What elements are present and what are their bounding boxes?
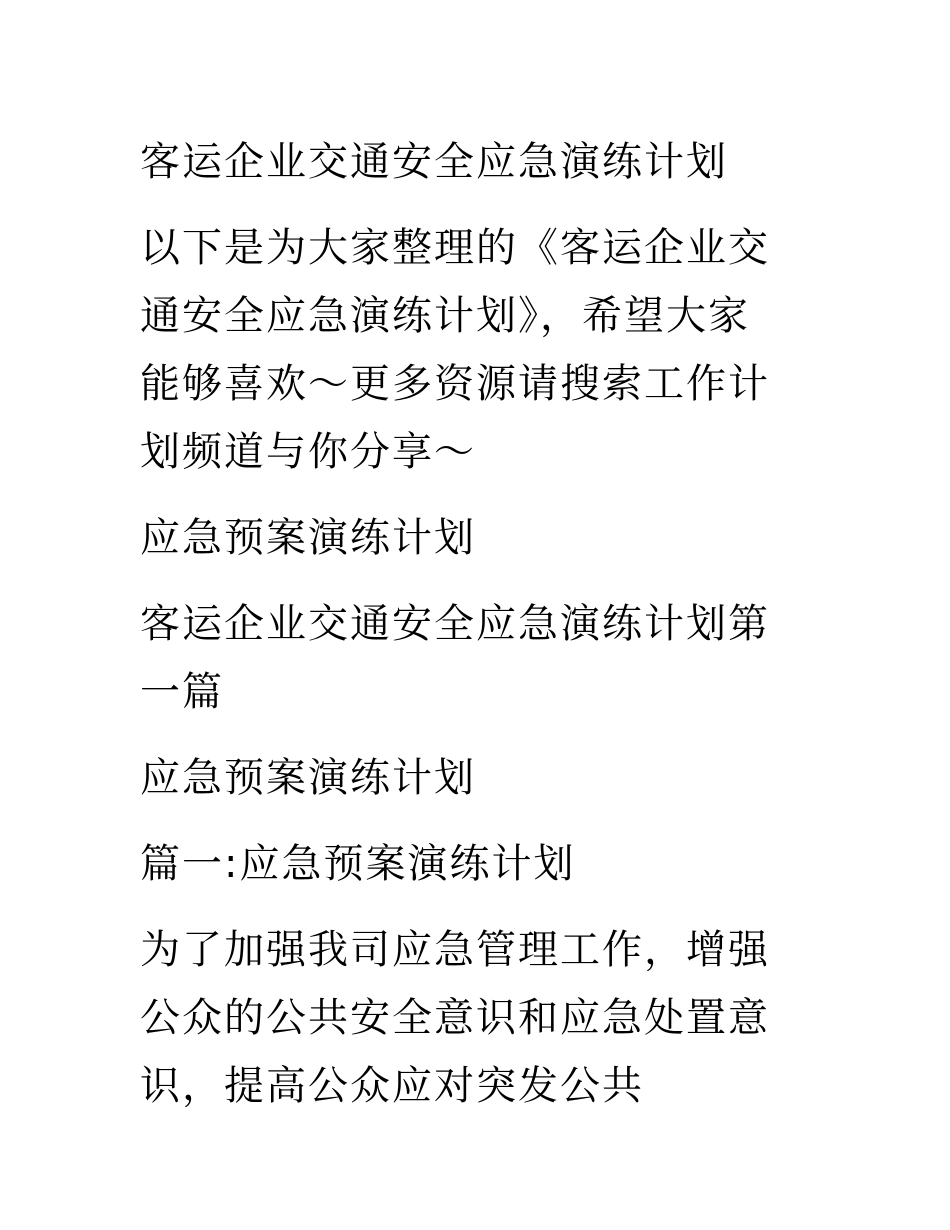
body-paragraph: 为了加强我司应急管理工作，增强公众的公共安全意识和应急处置意识，提高公众应对突发公共 — [140, 927, 770, 1109]
document-body — [140, 128, 780, 1138]
section-heading: 应急预案演练计划 — [140, 515, 476, 561]
intro-paragraph: 以下是为大家整理的《客运企业交通安全应急演练计划》，希望大家能够喜欢～更多资源请搜索工作计划频道与你分享～ — [140, 225, 770, 475]
section-heading: 篇一:应急预案演练计划 — [140, 841, 576, 887]
section-heading: 应急预案演练计划 — [140, 755, 476, 801]
section-heading: 客运企业交通安全应急演练计划第一篇 — [140, 601, 770, 715]
document-title: 客运企业交通安全应急演练计划 — [140, 139, 728, 185]
